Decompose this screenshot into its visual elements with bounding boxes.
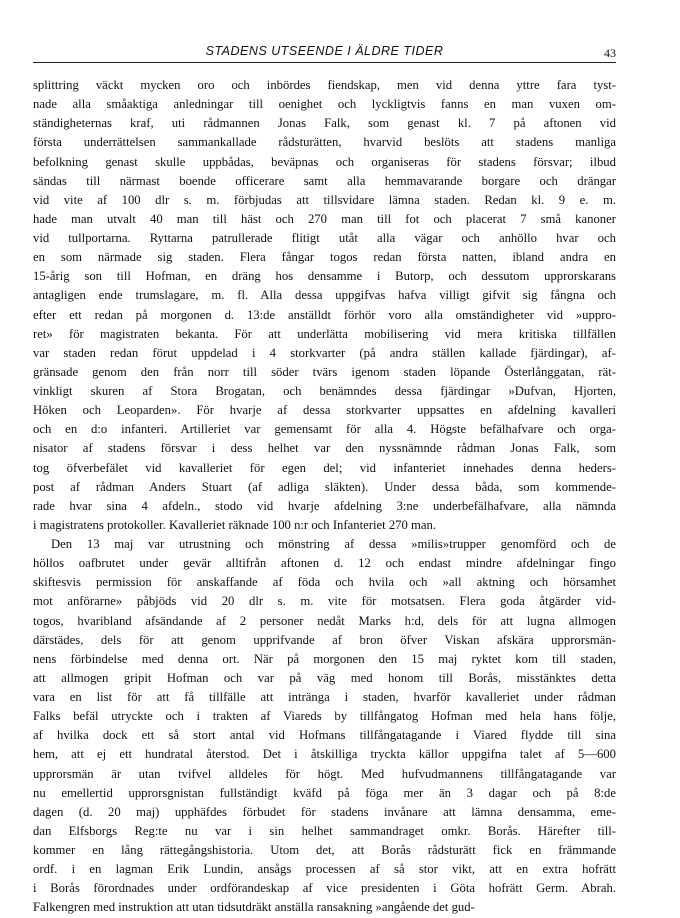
text-line: hem, att ej ett hundratal återstod. Det i åtskilliga tryckta källor uppgifna talet af 5—600	[33, 747, 616, 762]
running-header	[33, 42, 616, 63]
text-line: dan Elfsborgs Reg:te nu var i sin helhet sammandraget omkr. Borås. Härefter till-	[33, 823, 616, 838]
text-line: 15-årig son till Hofman, en dräng hos densamme i Butorp, och dessutom upprorskarans	[33, 269, 616, 284]
text-line: och en d:o infanteri. Artilleriet var gemensamt för alla 4. Högste befälhafvare och orga-	[33, 422, 616, 437]
text-line: Falkengren med instruktion att utan tidsutdräkt anställa ransakning »angående det gud-	[33, 900, 475, 915]
text-line: var staden redan förut uppdelad i 4 storkvarter (på andra ställen kallade fjärdingar), af-	[33, 345, 616, 360]
text-line: sändas till närmast boende officerare samt alla hemmavarande borgare och drängar	[33, 173, 616, 188]
text-line: därstädes, dels för att genom upprifvande af bron öfver Viskan afskära upprorsmän-	[33, 632, 616, 647]
text-line: höllos oafbrutet under gevär alltifrån aftonen d. 12 och endast mindre afdelningar fingo	[33, 556, 616, 571]
text-line: nade alla småaktiga anledningar till oenighet och lyckligtvis fanns en man vuxen om-	[33, 97, 616, 112]
text-line: skiftesvis permission för anskaffande af föda och hvila och »all aktning och hörsamhet	[33, 575, 616, 590]
text-line: att allmogen gripit Hofman och var på väg med honom till Borås, misstänktes detta	[33, 670, 616, 685]
text-line: hade man utvalt 40 man till häst och 270 man till fot och placerat 7 små kanoner	[33, 211, 616, 226]
page-number: 43	[604, 46, 616, 60]
text-line: splittring väckt mycken oro och inbördes fiendskap, men vid denna yttre fara tyst-	[33, 78, 616, 92]
text-line: post af rådman Anders Stuart (af adliga släkten). Under dessa båda, som kommende-	[33, 479, 616, 494]
text-line: kommer en lång rättegångshistoria. Utom det, att Borås rådsturätt fick en främmande	[33, 843, 616, 857]
text-line: gränsade genom den från norr till söder tvärs igenom staden löpande Österlånggatan, rät-	[33, 364, 616, 379]
text-line: Falks befäl utryckte och i trakten af Viareds by tillfångatog Hofman med hela hans följe,	[33, 709, 616, 724]
text-line: ret» för magistraten bekanta. För att underlätta mobilisering vid mera kritiska tillfällen	[33, 326, 616, 341]
text-line: efter ett redan på morgonen d. 13:de anställdt förhör voro alla omständigheter vid »uppro-	[33, 307, 616, 322]
text-line: i Borås förordnades under ordförandeskap af vice presidenten i Göta hofrätt Germ. Abrah.	[33, 881, 616, 896]
text-line: rade hvar sina 4 afdeln., stodo vid hvarje afdelning 3:ne underbefälhafvare, alla nämnda	[33, 498, 616, 513]
text-line: antagligen ende trumslagare, m. fl. Alla dessa uppgifvas hafva villigt gifvit sig fångna och	[33, 288, 616, 303]
body-text	[33, 76, 616, 918]
text-line: Den 13 maj var utrustning och mönstring af dessa »milis»trupper genomförd och de	[51, 537, 616, 551]
text-line: togos, hvaribland afsändande af 2 personer nedåt Marks h:d, dels för att lugna allmogen	[33, 613, 616, 628]
text-line: tog öfverbefälet vid kavalleriet för egen del; vid infanteriet innehades denna heders-	[33, 460, 616, 475]
text-line: en som närmade sig staden. Flera fångar togos redan första natten, ibland andra en	[33, 250, 616, 265]
running-title: STADENS UTSEENDE I ÄLDRE TIDER	[205, 44, 444, 58]
text-line: dagen (d. 20 maj) upphäfdes förbudet för stadens invånare att lämna densamma, eme-	[33, 804, 616, 819]
text-line: nisator af stadens försvar i dess helhet var den nyssnämnde rådman Jonas Falk, som	[33, 441, 616, 456]
text-line: i magistratens protokoller. Kavalleriet räknade 100 n:r och Infanteriet 270 man.	[33, 517, 437, 532]
text-line: af hvilka dock ett så stort antal vid Hofmans tillfångatagande i Viared flydde till sina	[33, 728, 616, 743]
text-line: vara en list för att få tillfälle att intränga i staden, hvarför kavalleriet under rådman	[33, 690, 616, 704]
text-line: vinkligt skuren af Stora Brogatan, och benämndes dessa fjärdingar »Dufvan, Hjorten,	[33, 384, 616, 398]
text-line: upprorsmän är utan tvifvel alldeles för högt. Med hufvudmannens tillfångatagande var	[33, 766, 616, 781]
text-line: ständigheternas kraf, uti rådmannen Jonas Falk, som genast kl. 7 på aftonen vid	[33, 116, 616, 131]
text-line: nens förbindelse med denna ort. När på morgonen den 15 maj ryktet kom till staden,	[33, 651, 616, 666]
text-line: första underrättelsen sammankallade rådsturätten, hvarvid beslöts att stadens manliga	[33, 135, 616, 150]
text-line: ordf. i en lagman Erik Lundin, ansågs processen af så stor vikt, att en extra hofrätt	[33, 862, 616, 877]
text-line: vid vite af 100 dlr s. m. förbjudas att tillsvidare lämna staden. Redan kl. 9 e. m.	[33, 192, 616, 207]
text-line: Höken och Leoparden». För hvarje af dessa storkvarter uppsattes en afdelning kavalleri	[33, 403, 616, 418]
text-line: befolkning genast skulle uppbådas, beväpnas och organiseras för stadens försvar; ilbud	[33, 154, 616, 169]
text-line: vid tullportarna. Ryttarna patrullerade flitigt utåt alla vägar och anhöllo hvar och	[33, 231, 616, 245]
text-line: mot anförarne» påbjöds vid 20 dlr s. m. vite för motsatsen. Flera goda åtgärder vid-	[33, 594, 616, 609]
text-line: nu emellertid upprorsgnistan fullständigt kväfd på föga mer än 3 dagar och på 8:de	[33, 785, 616, 800]
